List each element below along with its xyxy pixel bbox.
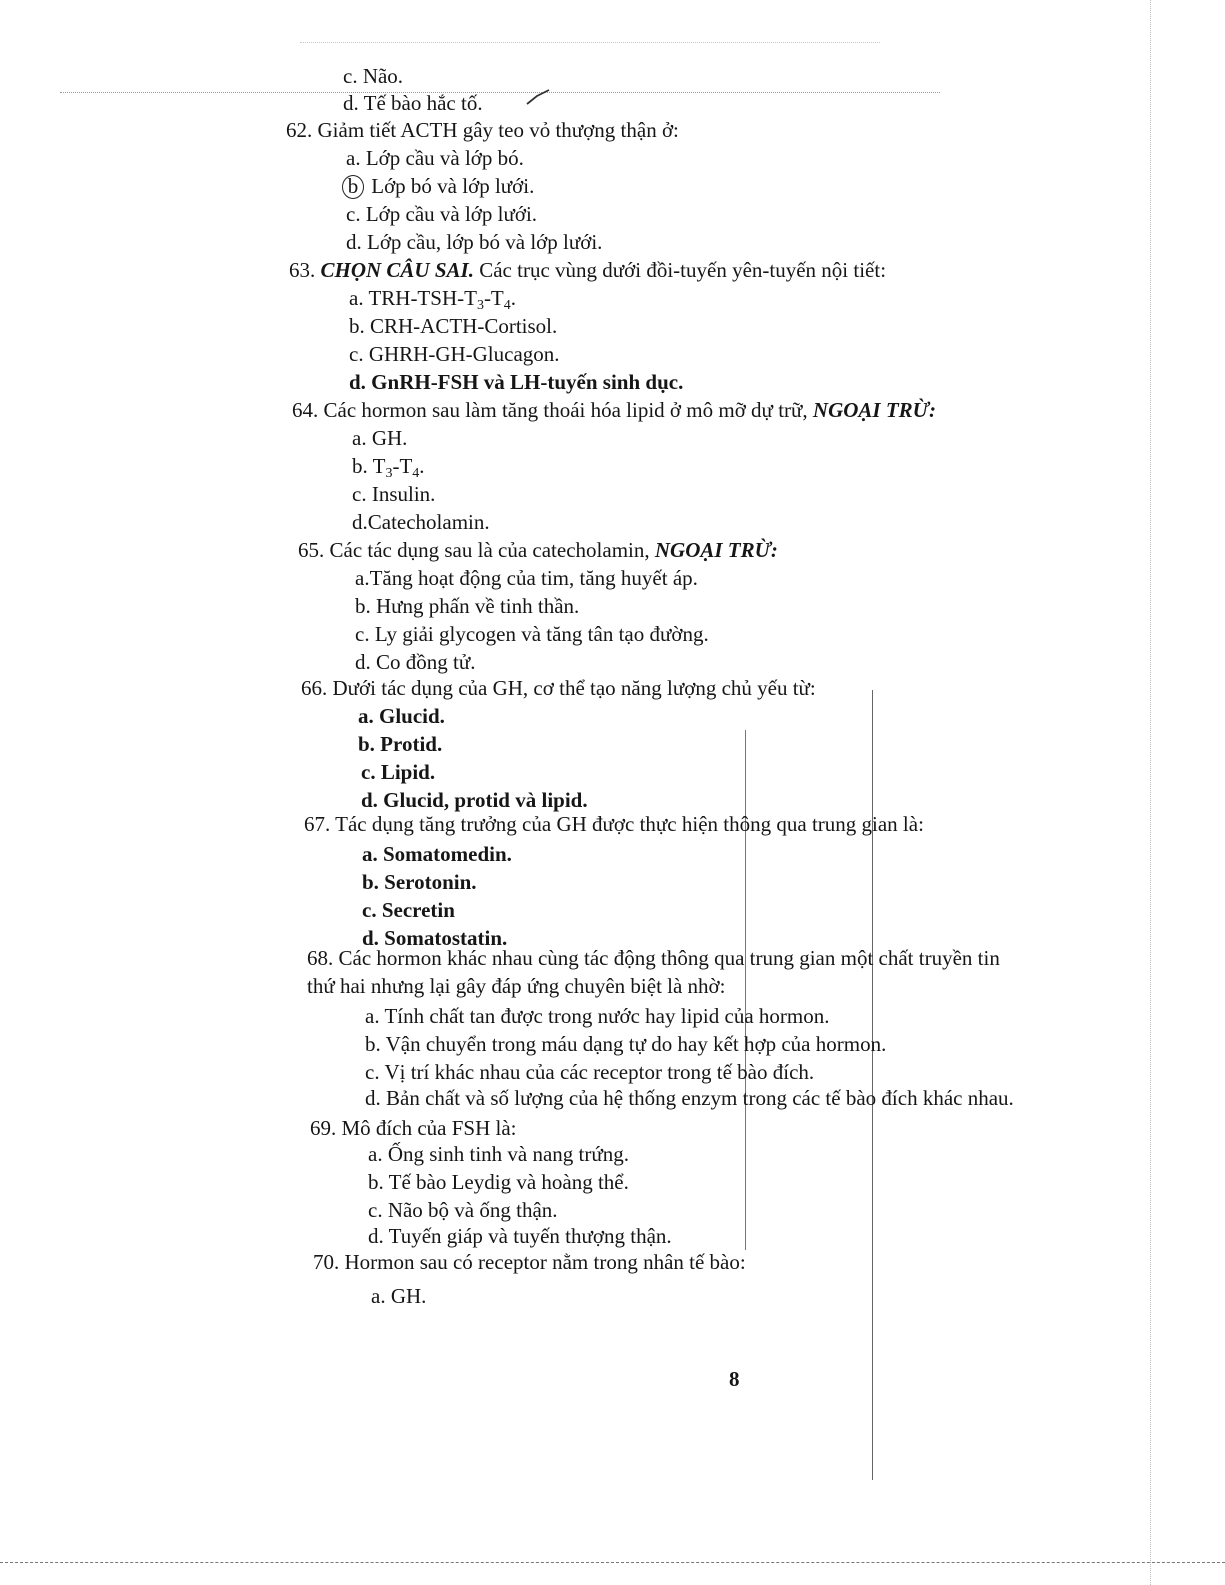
q70-option-a: a. GH. (371, 1284, 427, 1308)
q62-option-b (346, 174, 534, 199)
question-70: 70. Hormon sau có receptor nằm trong nhân tế bào: (313, 1250, 746, 1274)
q62-option-a: a. Lớp cầu và lớp bó. (346, 146, 524, 170)
q63a-end: . (510, 286, 517, 310)
q66-option-c: c. Lipid. (361, 760, 436, 784)
q64-text: 64. Các hormon sau làm tăng thoái hóa lipid ở mô mỡ dự trữ, (292, 398, 808, 422)
check-mark-icon (525, 88, 551, 106)
q62-option-d: d. Lớp cầu, lớp bó và lớp lưới. (346, 230, 603, 254)
scan-rule-bottom (0, 1562, 1225, 1563)
q63-option-d: d. GnRH-FSH và LH-tuyến sinh dục. (349, 370, 684, 394)
question-68-line-1: 68. Các hormon khác nhau cùng tác động thông qua trung gian một chất truyền tin (307, 946, 1000, 970)
q64-option-a: a. GH. (352, 426, 408, 450)
q64b-sub2: 4 (412, 466, 420, 481)
q66-option-d: d. Glucid, protid và lipid. (361, 788, 588, 812)
q68-option-d: d. Bản chất và số lượng của hệ thống enzym trong các tế bào đích khác nhau. (365, 1086, 1014, 1110)
q69-option-b: b. Tế bào Leydig và hoàng thể. (368, 1170, 629, 1194)
question-62: 62. Giảm tiết ACTH gây teo vỏ thượng thận ở: (286, 118, 679, 142)
question-69: 69. Mô đích của FSH là: (310, 1116, 517, 1140)
q65-option-a: a.Tăng hoạt động của tim, tăng huyết áp. (355, 566, 698, 590)
q66-option-b: b. Protid. (358, 732, 443, 756)
question-65 (298, 538, 778, 562)
q63-number: 63. (289, 258, 316, 282)
q63a-mid: -T (483, 286, 504, 310)
q67-option-a: a. Somatomedin. (362, 842, 512, 866)
q63-option-b: b. CRH-ACTH-Cortisol. (349, 314, 558, 338)
q69-option-a: a. Ống sinh tinh và nang trứng. (368, 1142, 630, 1166)
fold-line-right (872, 690, 873, 1480)
q64-option-d: d.Catecholamin. (352, 510, 490, 534)
question-68-line-2: thứ hai nhưng lại gây đáp ứng chuyên biệt là nhờ: (307, 974, 726, 998)
q68-option-a: a. Tính chất tan được trong nước hay lipid của hormon. (365, 1004, 830, 1028)
scan-rule-top (60, 92, 940, 93)
q65-option-d: d. Co đồng tử. (355, 650, 476, 674)
question-67: 67. Tác dụng tăng trưởng của GH được thực hiện thông qua trung gian là: (304, 812, 924, 836)
q68-option-b: b. Vận chuyển trong máu dạng tự do hay kết hợp của hormon. (365, 1032, 887, 1056)
q62-option-b-text: Lớp bó và lớp lưới. (371, 174, 535, 198)
q63a-sub2: 4 (503, 298, 511, 313)
option-d-melanocyte: d. Tế bào hắc tố. (343, 91, 483, 115)
q64-option-c: c. Insulin. (352, 482, 436, 506)
q69-option-d: d. Tuyến giáp và tuyến thượng thận. (368, 1224, 672, 1248)
q69-option-c: c. Não bộ và ống thận. (368, 1198, 558, 1222)
q64b-sub1: 3 (385, 466, 393, 481)
q63-option-c: c. GHRH-GH-Glucagon. (349, 342, 560, 366)
q64b-text: b. T (352, 454, 386, 478)
q67-option-d: d. Somatostatin. (362, 926, 508, 950)
circled-answer-icon: b (342, 175, 364, 199)
q68-option-c: c. Vị trí khác nhau của các receptor trong tế bào đích. (365, 1060, 815, 1084)
scan-rule-top-2 (300, 42, 880, 43)
q65-emphasis: NGOẠI TRỪ: (654, 538, 778, 562)
margin-dots-right (1150, 0, 1151, 1585)
q67-option-c: c. Secretin (362, 898, 455, 922)
option-c-brain: c. Não. (343, 64, 404, 88)
question-64 (292, 398, 936, 422)
q63-emphasis: CHỌN CÂU SAI. (320, 258, 474, 282)
q63-text: Các trục vùng dưới đồi-tuyến yên-tuyến nội tiết: (479, 258, 887, 282)
q62-option-c: c. Lớp cầu và lớp lưới. (346, 202, 538, 226)
page-number: 8 (729, 1367, 740, 1391)
q65-option-b: b. Hưng phấn về tinh thần. (355, 594, 580, 618)
q64b-mid: -T (392, 454, 413, 478)
q64-emphasis: NGOẠI TRỪ: (812, 398, 936, 422)
fold-line-center (745, 730, 746, 1250)
q65-text: 65. Các tác dụng sau là của catecholamin, (298, 538, 650, 562)
question-63 (289, 258, 886, 282)
q67-option-b: b. Serotonin. (362, 870, 477, 894)
q63a-sub1: 3 (476, 298, 484, 313)
q63a-text: a. TRH-TSH-T (349, 286, 477, 310)
q64b-end: . (419, 454, 425, 478)
question-66: 66. Dưới tác dụng của GH, cơ thể tạo năng lượng chủ yếu từ: (301, 676, 816, 700)
q65-option-c: c. Ly giải glycogen và tăng tân tạo đường. (355, 622, 709, 646)
q66-option-a: a. Glucid. (358, 704, 445, 728)
